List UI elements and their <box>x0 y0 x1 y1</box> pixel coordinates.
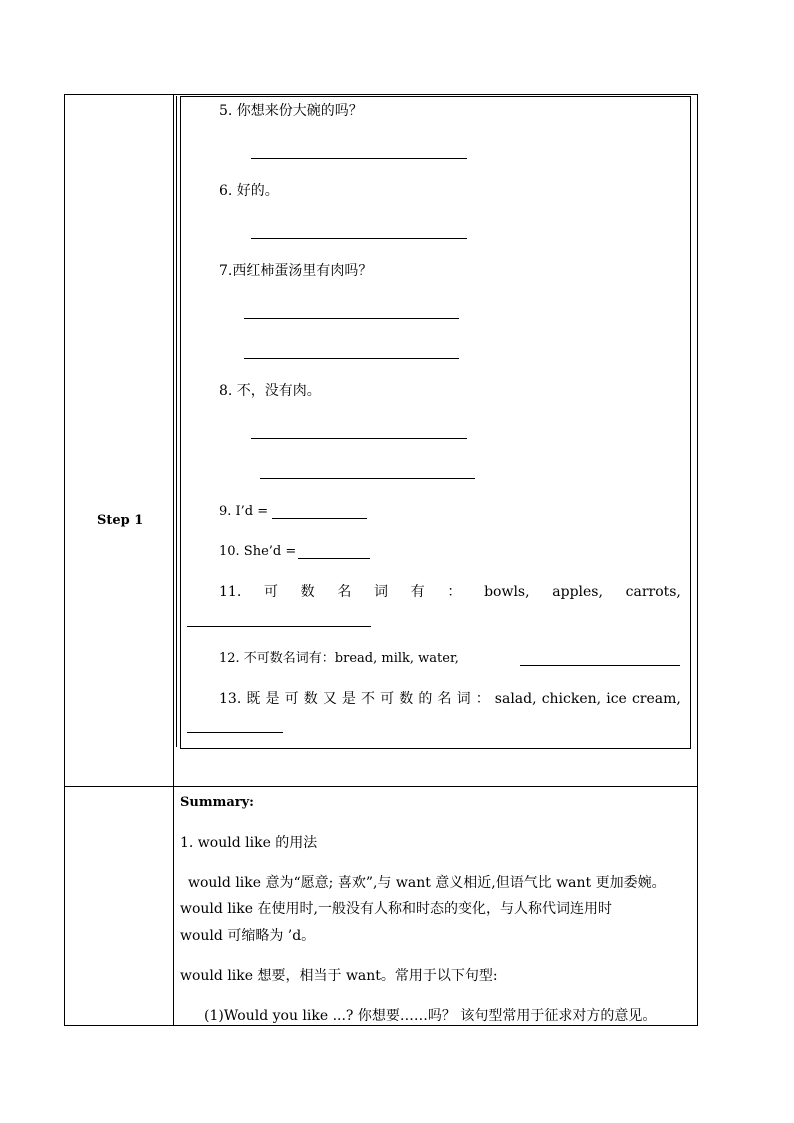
answer-blank-7a[interactable] <box>244 318 459 319</box>
question-5: 5. 你想来份大碗的吗？ <box>219 103 363 119</box>
q13-token: 是 <box>265 691 280 707</box>
question-11 <box>219 583 681 601</box>
q13-token: cream, <box>631 691 681 707</box>
step-label: Step 1 <box>97 513 144 528</box>
answer-blank-12[interactable] <box>520 665 680 666</box>
summary-line-3: would 可缩略为 ’d。 <box>180 928 316 944</box>
summary-line-1: would like 意为“愿意; 喜欢”,与 want 意义相近,但语气比 want 更加委婉。 <box>188 875 666 891</box>
summary-line-2: would like 在使用时,一般没有人称和时态的变化，与人称代词连用时 <box>180 901 612 917</box>
answer-blank-11[interactable] <box>187 626 371 627</box>
q13-token: 是 <box>341 691 356 707</box>
answer-blank-9[interactable] <box>272 518 367 519</box>
q13-token: chicken, <box>541 691 602 707</box>
q11-token: 可 <box>263 584 278 600</box>
summary-item-1: 1. would like 的用法 <box>180 835 318 851</box>
summary-title: Summary: <box>180 795 254 810</box>
q13-token: 数 <box>303 691 318 707</box>
q13-token: 又 <box>322 691 337 707</box>
q11-token: bowls, <box>484 584 530 600</box>
q13-token: 词 <box>456 691 471 707</box>
table-top-border <box>64 94 698 95</box>
table-row-divider <box>64 786 698 787</box>
q13-token: 不 <box>361 691 376 707</box>
q11-token: ： <box>447 584 462 600</box>
q13-token: ： <box>475 691 490 707</box>
table-right-border <box>697 94 698 1026</box>
question-7: 7.西红柿蛋汤里有肉吗？ <box>219 263 373 279</box>
answer-blank-7b[interactable] <box>244 358 459 359</box>
answer-blank-8a[interactable] <box>251 438 467 439</box>
answer-blank-6[interactable] <box>251 238 467 239</box>
q11-token: carrots, <box>625 584 681 600</box>
answer-blank-13[interactable] <box>187 732 283 733</box>
q11-token: 词 <box>374 584 389 600</box>
answer-blank-10[interactable] <box>298 558 370 559</box>
q13-token: 可 <box>380 691 395 707</box>
q13-token: 13. <box>219 691 242 707</box>
q13-token: 可 <box>284 691 299 707</box>
question-12: 12. 不可数名词有：bread, milk, water, <box>219 651 459 666</box>
q13-token: ice <box>606 691 627 707</box>
q13-token: 名 <box>437 691 452 707</box>
q13-token: 数 <box>399 691 414 707</box>
question-9: 9. I’d = <box>219 504 269 519</box>
table-bottom-border <box>64 1025 698 1026</box>
q11-token: 11. <box>219 584 242 600</box>
answer-blank-5[interactable] <box>251 158 467 159</box>
question-13 <box>219 690 681 708</box>
q11-token: 有 <box>410 584 425 600</box>
question-10: 10. She’d = <box>219 544 297 559</box>
summary-line-5: (1)Would you like ...? 你想要……吗？ 该句型常用于征求对方的意见。 <box>204 1008 657 1024</box>
exercise-box-inner-edge <box>176 96 177 747</box>
q11-token: 名 <box>337 584 352 600</box>
q13-token: 的 <box>418 691 433 707</box>
q11-token: apples, <box>552 584 603 600</box>
q13-token: salad, <box>494 691 537 707</box>
q11-token: 数 <box>300 584 315 600</box>
table-left-border <box>64 94 65 1026</box>
q13-token: 既 <box>246 691 261 707</box>
table-column-divider <box>173 94 174 1026</box>
question-8: 8. 不，没有肉。 <box>219 383 321 399</box>
answer-blank-8b[interactable] <box>260 478 475 479</box>
summary-line-4: would like 想要，相当于 want。常用于以下句型: <box>180 968 498 984</box>
question-6: 6. 好的。 <box>219 183 279 199</box>
